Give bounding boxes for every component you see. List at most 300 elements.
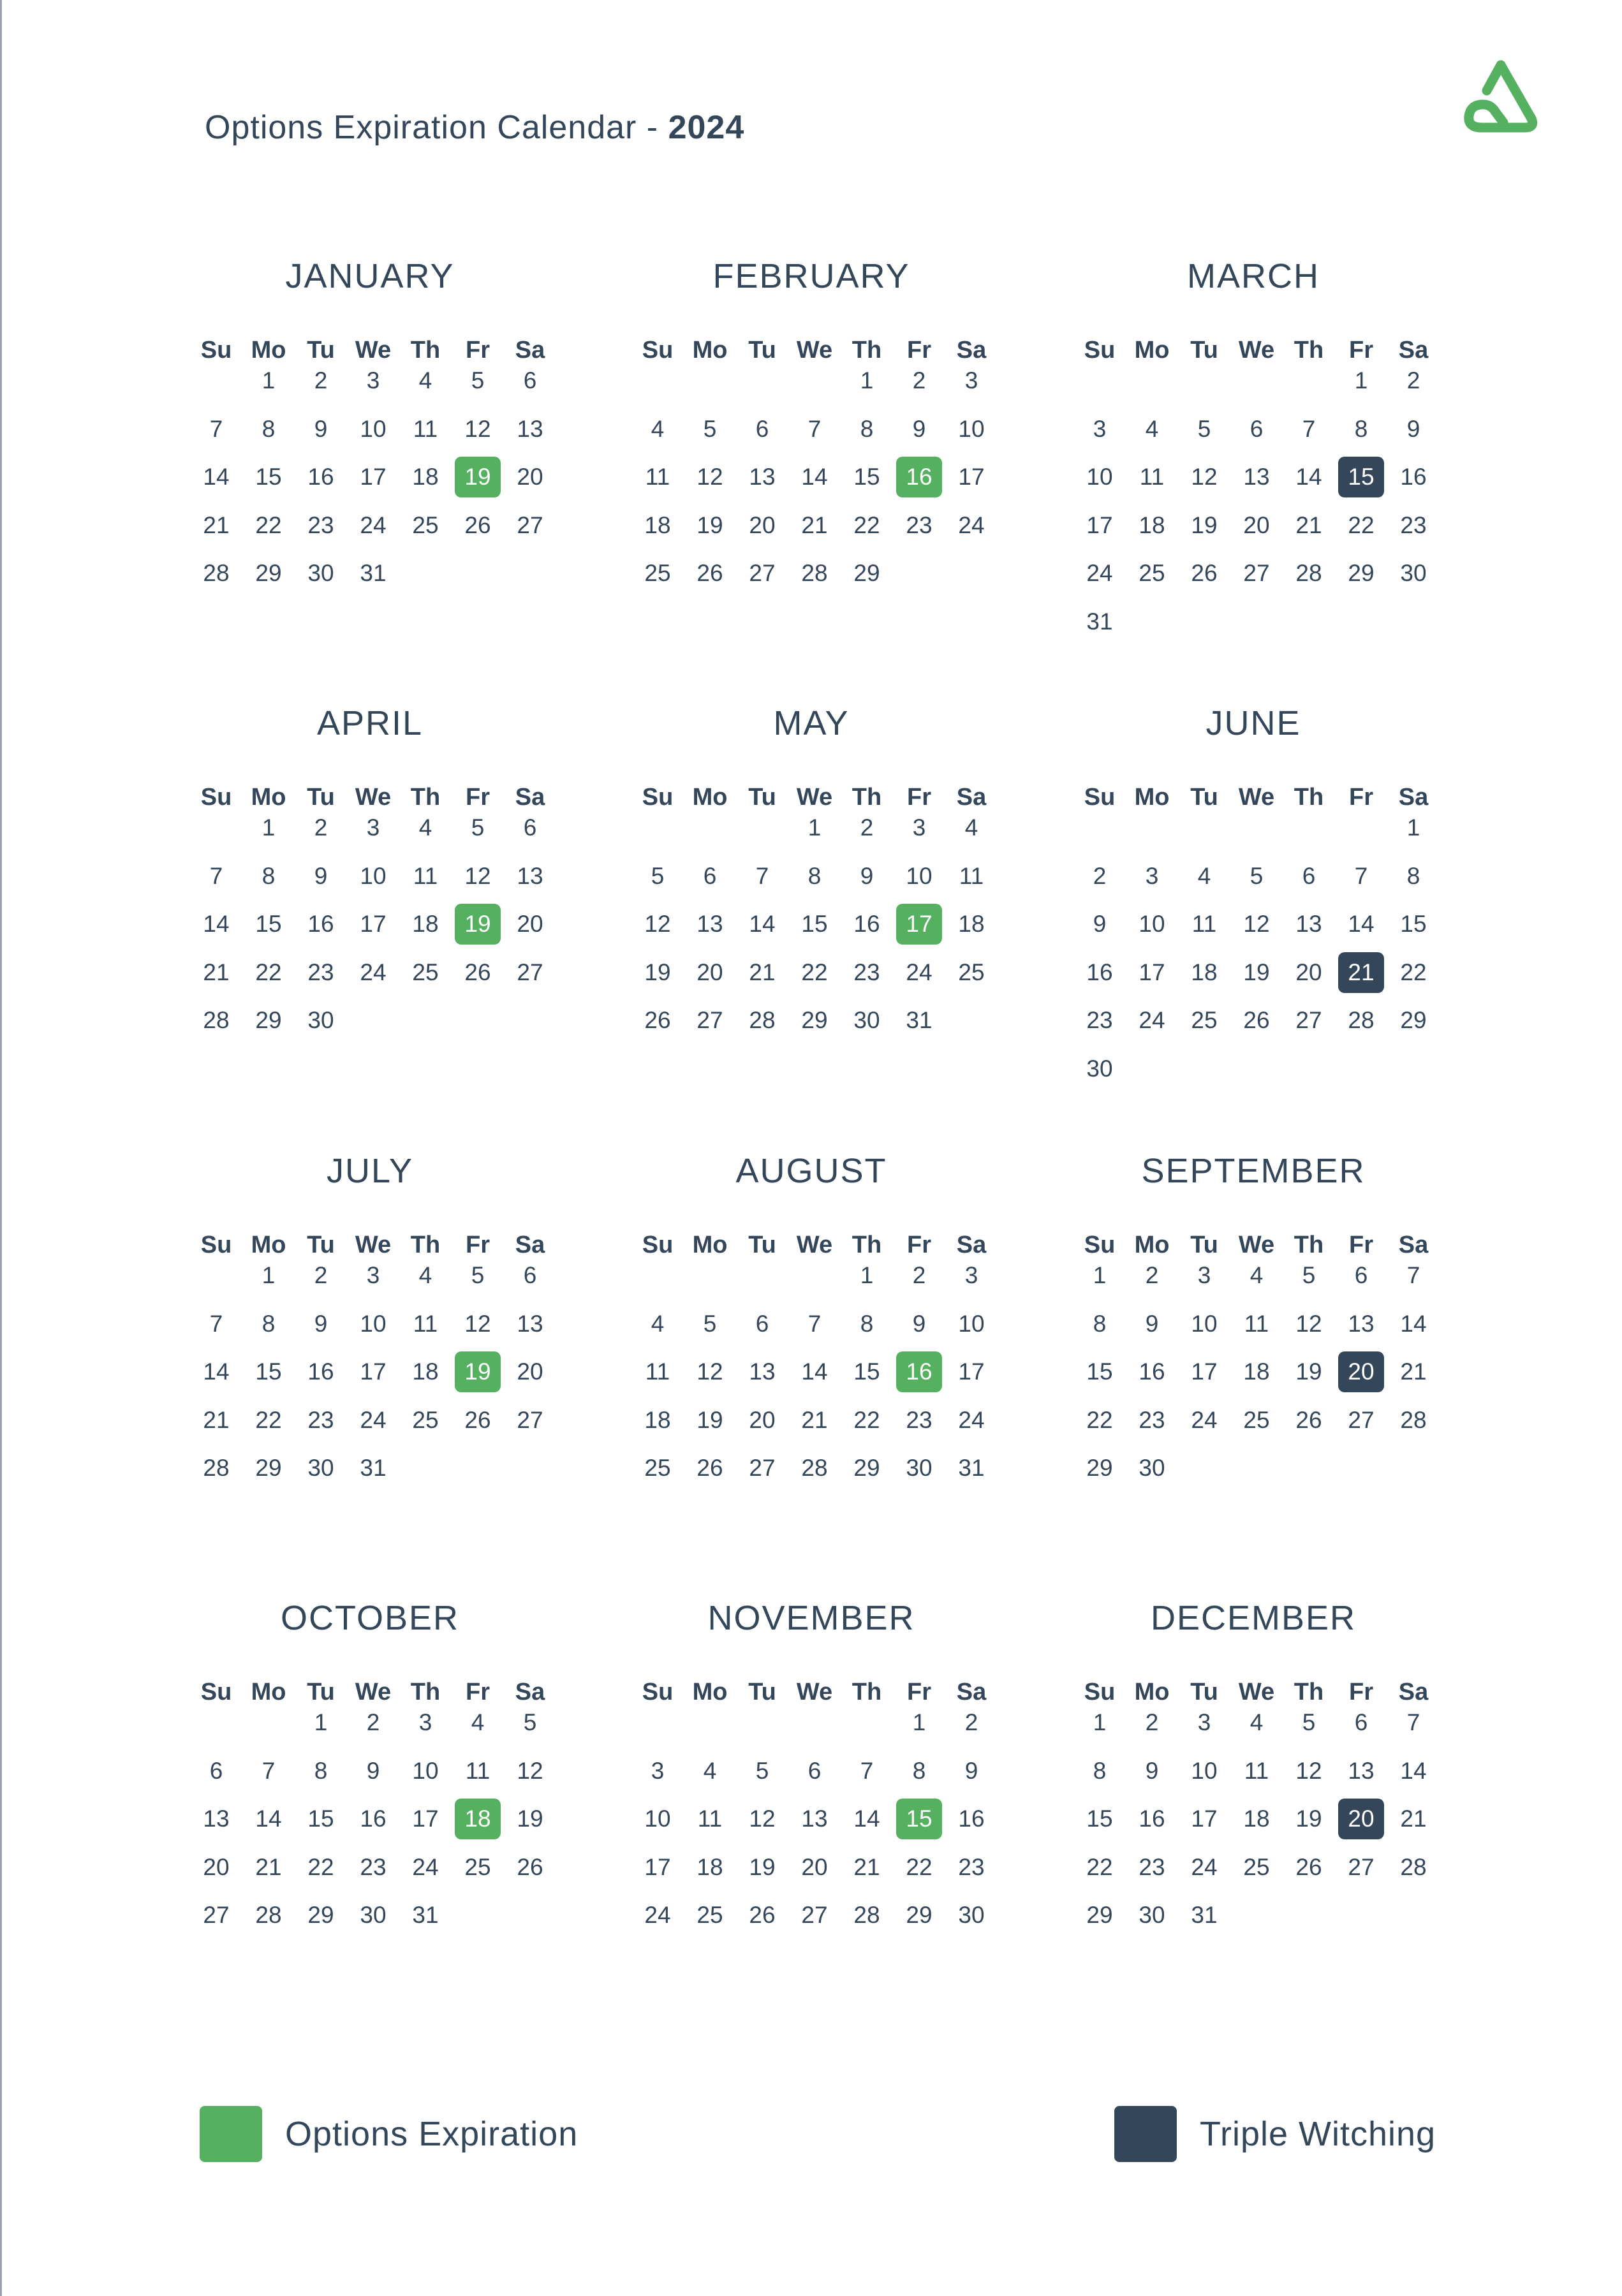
day-cell: 30 bbox=[307, 1455, 334, 1481]
day-cell: 24 bbox=[1139, 1007, 1165, 1033]
weekday-header: Fr bbox=[907, 784, 931, 811]
day-cell: 14 bbox=[1400, 1310, 1427, 1337]
day-cell: 20 bbox=[801, 1853, 828, 1880]
day-cell: 11 bbox=[959, 862, 984, 889]
day-cell: 13 bbox=[1348, 1757, 1375, 1784]
day-cell: 6 bbox=[1250, 415, 1264, 442]
day-cell: 14 bbox=[203, 464, 230, 490]
weekday-header: Th bbox=[852, 337, 882, 364]
day-cell: 20 bbox=[203, 1853, 230, 1880]
day-cell: 25 bbox=[412, 1406, 439, 1433]
day-cell: 28 bbox=[853, 1902, 880, 1928]
day-cell: 29 bbox=[255, 560, 282, 586]
day-cell: 26 bbox=[1295, 1406, 1322, 1433]
day-cell: 23 bbox=[853, 959, 880, 985]
day-cell: 2 bbox=[1093, 862, 1107, 889]
weekday-header: Tu bbox=[307, 337, 335, 364]
weekday-header: Fr bbox=[466, 1232, 490, 1258]
day-cell: 31 bbox=[360, 1455, 387, 1481]
day-cell: 10 bbox=[906, 862, 933, 889]
day-cell: 18 bbox=[1139, 511, 1165, 538]
day-cell: 7 bbox=[1354, 862, 1368, 889]
day-cell: 20 bbox=[1295, 959, 1322, 985]
day-cell: 7 bbox=[209, 415, 223, 442]
day-cell: 24 bbox=[360, 959, 387, 985]
day-cell: 14 bbox=[203, 1358, 230, 1385]
weekday-header: Th bbox=[1294, 784, 1324, 811]
day-cell: 25 bbox=[412, 959, 439, 985]
day-cell: 30 bbox=[307, 560, 334, 586]
day-cell: 29 bbox=[1348, 560, 1375, 586]
day-cell: 22 bbox=[853, 511, 880, 538]
day-cell: 4 bbox=[418, 367, 432, 394]
day-cell: 28 bbox=[1400, 1853, 1427, 1880]
day-cell: 24 bbox=[958, 511, 985, 538]
day-cell: 10 bbox=[412, 1757, 439, 1784]
weekday-header: Th bbox=[1294, 1232, 1324, 1258]
month-name: JANUARY bbox=[285, 257, 455, 295]
day-cell: 26 bbox=[644, 1007, 671, 1033]
day-cell: 3 bbox=[1093, 415, 1107, 442]
options-expiration-day: 16 bbox=[896, 1351, 942, 1392]
day-cell: 3 bbox=[418, 1709, 432, 1735]
day-cell: 22 bbox=[1086, 1853, 1113, 1880]
day-cell: 23 bbox=[360, 1853, 387, 1880]
day-cell: 27 bbox=[1243, 560, 1270, 586]
day-cell: 23 bbox=[1139, 1406, 1165, 1433]
day-cell: 29 bbox=[801, 1007, 828, 1033]
day-cell: 4 bbox=[651, 1310, 665, 1337]
day-cell: 16 bbox=[958, 1806, 985, 1832]
day-cell: 1 bbox=[1093, 1709, 1107, 1735]
weekday-header: Su bbox=[1084, 337, 1116, 364]
weekday-header: Tu bbox=[1190, 1232, 1218, 1258]
options-expiration-day: 18 bbox=[455, 1799, 501, 1839]
day-cell: 4 bbox=[418, 1262, 432, 1288]
weekday-header: Tu bbox=[748, 1679, 776, 1705]
day-cell: 19 bbox=[749, 1853, 776, 1880]
day-cell: 2 bbox=[314, 814, 328, 841]
day-cell: 20 bbox=[1243, 511, 1270, 538]
day-cell: 18 bbox=[412, 911, 439, 937]
day-cell: 25 bbox=[958, 959, 985, 985]
day-cell: 8 bbox=[1406, 862, 1420, 889]
day-cell: 5 bbox=[1197, 415, 1211, 442]
day-cell: 10 bbox=[360, 862, 387, 889]
weekday-header: Tu bbox=[1190, 1679, 1218, 1705]
day-cell: 29 bbox=[853, 1455, 880, 1481]
day-cell: 30 bbox=[1400, 560, 1427, 586]
day-cell: 25 bbox=[1243, 1853, 1270, 1880]
options-expiration-day: 16 bbox=[896, 457, 942, 497]
brand-logo-icon bbox=[1456, 56, 1545, 139]
day-cell: 24 bbox=[1191, 1853, 1218, 1880]
weekday-header: We bbox=[796, 337, 833, 364]
day-cell: 18 bbox=[1243, 1806, 1270, 1832]
day-cell: 8 bbox=[314, 1757, 328, 1784]
day-cell: 19 bbox=[644, 959, 671, 985]
month-name: SEPTEMBER bbox=[1141, 1152, 1366, 1190]
day-cell: 17 bbox=[412, 1806, 439, 1832]
weekday-header: Sa bbox=[1398, 1232, 1429, 1258]
day-cell: 28 bbox=[801, 560, 828, 586]
day-cell: 10 bbox=[360, 415, 387, 442]
weekday-header: Tu bbox=[1190, 337, 1218, 364]
title-year: 2024 bbox=[668, 109, 745, 146]
day-cell: 26 bbox=[1243, 1007, 1270, 1033]
day-cell: 19 bbox=[1243, 959, 1270, 985]
weekday-header: Tu bbox=[748, 337, 776, 364]
day-cell: 18 bbox=[1243, 1358, 1270, 1385]
day-cell: 8 bbox=[807, 862, 822, 889]
day-cell: 30 bbox=[307, 1007, 334, 1033]
weekday-header: We bbox=[355, 1232, 392, 1258]
day-cell: 18 bbox=[644, 511, 671, 538]
day-cell: 10 bbox=[1086, 464, 1113, 490]
day-cell: 22 bbox=[906, 1853, 933, 1880]
day-cell: 16 bbox=[1400, 464, 1427, 490]
day-cell: 11 bbox=[645, 464, 670, 490]
day-cell: 1 bbox=[912, 1709, 926, 1735]
day-cell: 4 bbox=[1197, 862, 1211, 889]
day-cell: 2 bbox=[1145, 1262, 1159, 1288]
day-cell: 1 bbox=[860, 1262, 874, 1288]
day-cell: 28 bbox=[203, 1455, 230, 1481]
day-cell: 15 bbox=[853, 464, 880, 490]
weekday-header: Fr bbox=[907, 337, 931, 364]
day-cell: 4 bbox=[703, 1757, 717, 1784]
options-expiration-legend-label: Options Expiration bbox=[285, 2115, 579, 2153]
day-cell: 21 bbox=[1400, 1358, 1427, 1385]
day-cell: 28 bbox=[749, 1007, 776, 1033]
day-cell: 26 bbox=[464, 511, 491, 538]
day-cell: 13 bbox=[697, 911, 723, 937]
day-cell: 3 bbox=[964, 367, 978, 394]
weekday-header: We bbox=[355, 337, 392, 364]
day-cell: 17 bbox=[1191, 1806, 1218, 1832]
weekday-header: Su bbox=[200, 337, 232, 364]
weekday-header: Fr bbox=[907, 1232, 931, 1258]
day-cell: 27 bbox=[517, 959, 543, 985]
day-cell: 27 bbox=[1348, 1853, 1375, 1880]
day-cell: 3 bbox=[912, 814, 926, 841]
day-cell: 27 bbox=[203, 1902, 230, 1928]
day-cell: 31 bbox=[1086, 608, 1113, 635]
day-cell: 12 bbox=[697, 464, 723, 490]
day-cell: 10 bbox=[644, 1806, 671, 1832]
day-cell: 21 bbox=[749, 959, 776, 985]
month-name: JULY bbox=[326, 1152, 414, 1190]
day-cell: 5 bbox=[1250, 862, 1264, 889]
weekday-header: Sa bbox=[1398, 337, 1429, 364]
weekday-header: We bbox=[1238, 1679, 1275, 1705]
day-cell: 9 bbox=[912, 415, 926, 442]
weekday-header: Sa bbox=[956, 1679, 987, 1705]
day-cell: 10 bbox=[360, 1310, 387, 1337]
day-cell: 24 bbox=[1086, 560, 1113, 586]
day-cell: 13 bbox=[517, 862, 543, 889]
day-cell: 18 bbox=[1191, 959, 1218, 985]
day-cell: 2 bbox=[912, 367, 926, 394]
day-cell: 22 bbox=[1086, 1406, 1113, 1433]
day-cell: 16 bbox=[307, 464, 334, 490]
day-cell: 27 bbox=[517, 1406, 543, 1433]
weekday-header: Th bbox=[410, 1679, 441, 1705]
day-cell: 23 bbox=[1086, 1007, 1113, 1033]
day-cell: 10 bbox=[1191, 1757, 1218, 1784]
day-cell: 26 bbox=[517, 1853, 543, 1880]
day-cell: 19 bbox=[697, 1406, 723, 1433]
day-cell: 6 bbox=[523, 1262, 537, 1288]
day-cell: 5 bbox=[1302, 1709, 1316, 1735]
day-cell: 3 bbox=[366, 1262, 380, 1288]
day-cell: 16 bbox=[1086, 959, 1113, 985]
day-cell: 10 bbox=[1191, 1310, 1218, 1337]
day-cell: 5 bbox=[1302, 1262, 1316, 1288]
month-name: MAY bbox=[773, 704, 850, 742]
day-cell: 9 bbox=[964, 1757, 978, 1784]
weekday-header: Fr bbox=[1349, 337, 1373, 364]
day-cell: 13 bbox=[1295, 911, 1322, 937]
weekday-header: Th bbox=[410, 337, 441, 364]
month-name: MARCH bbox=[1187, 257, 1320, 295]
day-cell: 7 bbox=[1406, 1709, 1420, 1735]
day-cell: 17 bbox=[360, 1358, 387, 1385]
day-cell: 14 bbox=[255, 1806, 282, 1832]
day-cell: 5 bbox=[755, 1757, 769, 1784]
weekday-header: Sa bbox=[956, 337, 987, 364]
day-cell: 3 bbox=[964, 1262, 978, 1288]
month-name: AUGUST bbox=[735, 1152, 887, 1190]
day-cell: 31 bbox=[1191, 1902, 1218, 1928]
triple-witching-day: 21 bbox=[1338, 952, 1384, 993]
weekday-header: Tu bbox=[307, 784, 335, 811]
day-cell: 25 bbox=[1191, 1007, 1218, 1033]
day-cell: 29 bbox=[906, 1902, 933, 1928]
day-cell: 10 bbox=[958, 415, 985, 442]
day-cell: 2 bbox=[1406, 367, 1420, 394]
title-prefix: Options Expiration Calendar - bbox=[205, 109, 668, 146]
day-cell: 24 bbox=[412, 1853, 439, 1880]
day-cell: 2 bbox=[964, 1709, 978, 1735]
weekday-header: Su bbox=[200, 1232, 232, 1258]
day-cell: 20 bbox=[517, 1358, 543, 1385]
day-cell: 1 bbox=[1406, 814, 1420, 841]
weekday-header: We bbox=[1238, 784, 1275, 811]
day-cell: 18 bbox=[644, 1406, 671, 1433]
day-cell: 17 bbox=[1086, 511, 1113, 538]
day-cell: 21 bbox=[1400, 1806, 1427, 1832]
weekday-header: Mo bbox=[1134, 337, 1170, 364]
weekday-header: Mo bbox=[251, 337, 286, 364]
day-cell: 13 bbox=[203, 1806, 230, 1832]
day-cell: 2 bbox=[366, 1709, 380, 1735]
day-cell: 17 bbox=[360, 464, 387, 490]
day-cell: 31 bbox=[412, 1902, 439, 1928]
day-cell: 15 bbox=[801, 911, 828, 937]
day-cell: 20 bbox=[517, 464, 543, 490]
day-cell: 11 bbox=[645, 1358, 670, 1385]
weekday-header: Mo bbox=[251, 784, 286, 811]
day-cell: 12 bbox=[1295, 1757, 1322, 1784]
day-cell: 1 bbox=[807, 814, 822, 841]
day-cell: 17 bbox=[1139, 959, 1165, 985]
day-cell: 29 bbox=[255, 1455, 282, 1481]
day-cell: 9 bbox=[860, 862, 874, 889]
day-cell: 27 bbox=[749, 1455, 776, 1481]
weekday-header: Su bbox=[642, 784, 674, 811]
day-cell: 16 bbox=[307, 1358, 334, 1385]
day-cell: 8 bbox=[860, 415, 874, 442]
day-cell: 26 bbox=[749, 1902, 776, 1928]
day-cell: 12 bbox=[697, 1358, 723, 1385]
day-cell: 6 bbox=[755, 1310, 769, 1337]
weekday-header: Th bbox=[410, 1232, 441, 1258]
day-cell: 25 bbox=[464, 1853, 491, 1880]
day-cell: 12 bbox=[517, 1757, 543, 1784]
day-cell: 24 bbox=[1191, 1406, 1218, 1433]
day-cell: 7 bbox=[1406, 1262, 1420, 1288]
weekday-header: Sa bbox=[1398, 784, 1429, 811]
day-cell: 4 bbox=[651, 415, 665, 442]
day-cell: 24 bbox=[360, 1406, 387, 1433]
day-cell: 21 bbox=[203, 511, 230, 538]
day-cell: 11 bbox=[1139, 464, 1165, 490]
day-cell: 13 bbox=[749, 464, 776, 490]
day-cell: 22 bbox=[255, 959, 282, 985]
triple-witching-day: 20 bbox=[1338, 1799, 1384, 1839]
weekday-header: Su bbox=[200, 1679, 232, 1705]
day-cell: 13 bbox=[517, 1310, 543, 1337]
weekday-header: We bbox=[796, 1232, 833, 1258]
day-cell: 26 bbox=[1295, 1853, 1322, 1880]
day-cell: 12 bbox=[464, 1310, 491, 1337]
day-cell: 7 bbox=[1302, 415, 1316, 442]
day-cell: 4 bbox=[471, 1709, 485, 1735]
day-cell: 20 bbox=[749, 511, 776, 538]
day-cell: 26 bbox=[464, 1406, 491, 1433]
day-cell: 19 bbox=[517, 1806, 543, 1832]
day-cell: 28 bbox=[1295, 560, 1322, 586]
weekday-header: Mo bbox=[692, 1232, 728, 1258]
weekday-header: We bbox=[796, 1679, 833, 1705]
day-cell: 2 bbox=[314, 1262, 328, 1288]
weekday-header: Th bbox=[410, 784, 441, 811]
day-cell: 14 bbox=[1400, 1757, 1427, 1784]
day-cell: 27 bbox=[517, 511, 543, 538]
day-cell: 31 bbox=[906, 1007, 933, 1033]
day-cell: 31 bbox=[958, 1455, 985, 1481]
day-cell: 31 bbox=[360, 560, 387, 586]
day-cell: 5 bbox=[651, 862, 665, 889]
triple-witching-legend-label: Triple Witching bbox=[1200, 2115, 1436, 2153]
options-expiration-day: 17 bbox=[896, 904, 942, 945]
day-cell: 24 bbox=[644, 1902, 671, 1928]
page-title bbox=[205, 108, 744, 147]
triple-witching-swatch bbox=[1114, 2106, 1177, 2162]
month-name: JUNE bbox=[1205, 704, 1301, 742]
day-cell: 3 bbox=[1197, 1262, 1211, 1288]
day-cell: 30 bbox=[853, 1007, 880, 1033]
weekday-header: Su bbox=[642, 337, 674, 364]
weekday-header: Su bbox=[642, 1232, 674, 1258]
day-cell: 14 bbox=[801, 1358, 828, 1385]
day-cell: 27 bbox=[801, 1902, 828, 1928]
day-cell: 1 bbox=[314, 1709, 328, 1735]
weekday-header: Sa bbox=[956, 1232, 987, 1258]
weekday-header: Sa bbox=[1398, 1679, 1429, 1705]
day-cell: 1 bbox=[860, 367, 874, 394]
weekday-header: Mo bbox=[692, 337, 728, 364]
day-cell: 5 bbox=[703, 1310, 717, 1337]
day-cell: 23 bbox=[906, 511, 933, 538]
day-cell: 15 bbox=[255, 1358, 282, 1385]
day-cell: 18 bbox=[958, 911, 985, 937]
weekday-header: Fr bbox=[466, 1679, 490, 1705]
month-name: NOVEMBER bbox=[707, 1599, 915, 1637]
day-cell: 16 bbox=[1139, 1806, 1165, 1832]
month-name: OCTOBER bbox=[280, 1599, 460, 1637]
day-cell: 6 bbox=[703, 862, 717, 889]
day-cell: 4 bbox=[418, 814, 432, 841]
day-cell: 22 bbox=[801, 959, 828, 985]
day-cell: 8 bbox=[1093, 1310, 1107, 1337]
day-cell: 27 bbox=[1295, 1007, 1322, 1033]
day-cell: 12 bbox=[464, 415, 491, 442]
day-cell: 29 bbox=[255, 1007, 282, 1033]
weekday-header: Th bbox=[1294, 1679, 1324, 1705]
weekday-header: Mo bbox=[251, 1232, 286, 1258]
day-cell: 30 bbox=[1086, 1055, 1113, 1082]
day-cell: 17 bbox=[958, 464, 985, 490]
weekday-header: Fr bbox=[466, 784, 490, 811]
weekday-header: Th bbox=[852, 1232, 882, 1258]
options-expiration-day: 19 bbox=[455, 1351, 501, 1392]
day-cell: 29 bbox=[1086, 1902, 1113, 1928]
day-cell: 6 bbox=[1302, 862, 1316, 889]
weekday-header: Sa bbox=[515, 1679, 545, 1705]
day-cell: 17 bbox=[958, 1358, 985, 1385]
day-cell: 8 bbox=[262, 862, 276, 889]
weekday-header: Fr bbox=[907, 1679, 931, 1705]
day-cell: 23 bbox=[958, 1853, 985, 1880]
weekday-header: Mo bbox=[1134, 1232, 1170, 1258]
day-cell: 13 bbox=[801, 1806, 828, 1832]
day-cell: 2 bbox=[1145, 1709, 1159, 1735]
day-cell: 25 bbox=[412, 511, 439, 538]
day-cell: 6 bbox=[1354, 1262, 1368, 1288]
day-cell: 8 bbox=[262, 415, 276, 442]
day-cell: 23 bbox=[307, 1406, 334, 1433]
day-cell: 18 bbox=[412, 1358, 439, 1385]
weekday-header: Fr bbox=[1349, 1232, 1373, 1258]
options-expiration-day: 15 bbox=[896, 1799, 942, 1839]
day-cell: 30 bbox=[1139, 1902, 1165, 1928]
day-cell: 26 bbox=[697, 560, 723, 586]
weekday-header: We bbox=[796, 784, 833, 811]
day-cell: 22 bbox=[853, 1406, 880, 1433]
day-cell: 9 bbox=[314, 862, 328, 889]
day-cell: 24 bbox=[958, 1406, 985, 1433]
day-cell: 11 bbox=[1244, 1310, 1269, 1337]
day-cell: 29 bbox=[1400, 1007, 1427, 1033]
day-cell: 13 bbox=[1348, 1310, 1375, 1337]
weekday-header: We bbox=[355, 1679, 392, 1705]
weekday-header: Tu bbox=[748, 784, 776, 811]
day-cell: 8 bbox=[1093, 1757, 1107, 1784]
day-cell: 7 bbox=[807, 1310, 822, 1337]
day-cell: 21 bbox=[1295, 511, 1322, 538]
